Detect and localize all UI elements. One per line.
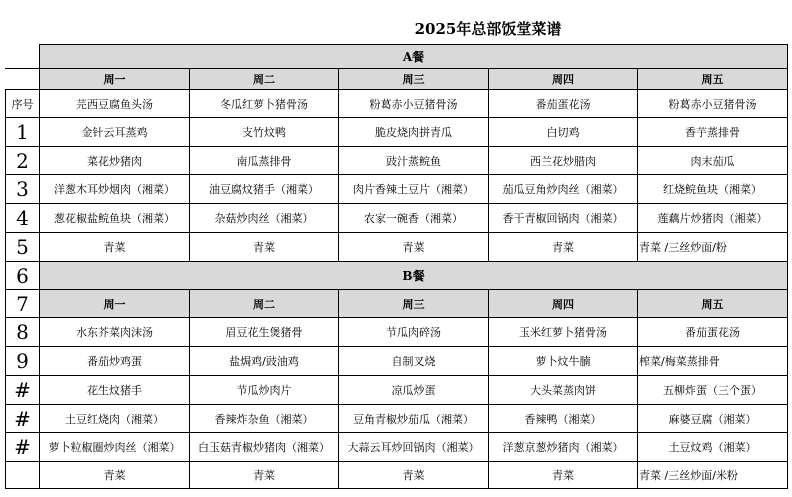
dish-cell: 粉葛赤小豆猪骨汤 <box>638 90 788 118</box>
section-header-row <box>6 45 788 69</box>
dish-cell: 白玉菇青椒炒猪肉（湘菜） <box>190 433 339 462</box>
menu-row <box>6 347 788 376</box>
row-number: # <box>6 433 40 462</box>
dish-cell: 自制叉烧 <box>339 347 489 376</box>
dish-cell: 洋葱京葱炒猪肉（湘菜） <box>489 433 638 462</box>
row-number: 4 <box>6 204 40 233</box>
row-number: 8 <box>6 318 40 347</box>
dish-cell: 榨菜/梅菜蒸排骨 <box>638 347 788 376</box>
menu-row <box>6 318 788 347</box>
dish-cell: 芫西豆腐鱼头汤 <box>40 90 190 118</box>
dish-cell: 眉豆花生煲猪骨 <box>190 318 339 347</box>
dish-cell: 青菜 /三丝炒面/米粉 <box>638 462 788 489</box>
dish-cell: 脆皮烧肉拼青瓜 <box>339 118 489 147</box>
dish-cell: 盐焗鸡/豉油鸡 <box>190 347 339 376</box>
dish-cell: 萝卜粒椒圈炒肉丝（湘菜） <box>40 433 190 462</box>
dish-cell: 青菜 <box>190 233 339 262</box>
weekday-header: 周三 <box>339 290 489 318</box>
menu-table <box>5 44 788 489</box>
weekday-header-row <box>6 290 788 318</box>
corner-cell <box>6 45 40 69</box>
weekday-header: 周二 <box>190 290 339 318</box>
dish-cell: 土豆炆鸡（湘菜） <box>638 433 788 462</box>
menu-row <box>6 405 788 433</box>
dish-cell: 番茄炒鸡蛋 <box>40 347 190 376</box>
dish-cell: 花生炆猪手 <box>40 376 190 405</box>
row-number: 5 <box>6 233 40 262</box>
row-number: 6 <box>6 262 40 290</box>
dish-cell: 五柳炸蛋（三个蛋） <box>638 376 788 405</box>
dish-cell: 土豆红烧肉（湘菜） <box>40 405 190 433</box>
dish-cell: 节瓜肉碎汤 <box>339 318 489 347</box>
menu-row <box>6 433 788 462</box>
menu-row <box>6 90 788 118</box>
dish-cell: 金针云耳蒸鸡 <box>40 118 190 147</box>
dish-cell: 香干青椒回锅肉（湘菜） <box>489 204 638 233</box>
section-title: A餐 <box>40 45 788 69</box>
dish-cell: 西兰花炒腊肉 <box>489 147 638 175</box>
weekday-header: 周四 <box>489 290 638 318</box>
dish-cell: 香芋蒸排骨 <box>638 118 788 147</box>
dish-cell: 茄瓜豆角炒肉丝（湘菜） <box>489 175 638 204</box>
dish-cell: 节瓜炒肉片 <box>190 376 339 405</box>
dish-cell: 大头菜蒸肉饼 <box>489 376 638 405</box>
dish-cell: 大蒜云耳炒回锅肉（湘菜） <box>339 433 489 462</box>
section-header-row <box>6 262 788 290</box>
weekday-header: 周三 <box>339 69 489 90</box>
dish-cell: 油豆腐炆猪手（湘菜） <box>190 175 339 204</box>
corner-cell <box>6 69 40 90</box>
dish-cell: 菜花炒猪肉 <box>40 147 190 175</box>
dish-cell: 南瓜蒸排骨 <box>190 147 339 175</box>
weekday-header: 周五 <box>638 69 788 90</box>
dish-cell: 青菜 <box>339 462 489 489</box>
row-number: 序号 <box>6 90 40 118</box>
dish-cell: 农家一碗香（湘菜） <box>339 204 489 233</box>
page-title: 2025年总部饭堂菜谱 <box>414 20 562 38</box>
dish-cell: 肉片香辣土豆片（湘菜） <box>339 175 489 204</box>
dish-cell: 青菜 /三丝炒面/粉 <box>638 233 788 262</box>
dish-cell: 水东芥菜肉沫汤 <box>40 318 190 347</box>
dish-cell: 青菜 <box>339 233 489 262</box>
menu-row <box>6 376 788 405</box>
dish-cell: 洋葱木耳炒烟肉（湘菜） <box>40 175 190 204</box>
dish-cell: 青菜 <box>190 462 339 489</box>
row-number: 1 <box>6 118 40 147</box>
dish-cell: 香辣炸杂鱼（湘菜） <box>190 405 339 433</box>
dish-cell: 冬瓜红萝卜猪骨汤 <box>190 90 339 118</box>
dish-cell: 凉瓜炒蛋 <box>339 376 489 405</box>
dish-cell: 葱花椒盐鲩鱼块（湘菜） <box>40 204 190 233</box>
dish-cell: 萝卜炆牛腩 <box>489 347 638 376</box>
dish-cell: 青菜 <box>40 462 190 489</box>
dish-cell: 莲藕片炒猪肉（湘菜） <box>638 204 788 233</box>
weekday-header-row <box>6 69 788 90</box>
section-title: B餐 <box>40 262 788 290</box>
dish-cell: 青菜 <box>40 233 190 262</box>
dish-cell: 粉葛赤小豆猪骨汤 <box>339 90 489 118</box>
menu-row <box>6 204 788 233</box>
dish-cell: 白切鸡 <box>489 118 638 147</box>
dish-cell: 番茄蛋花汤 <box>489 90 638 118</box>
row-number: 9 <box>6 347 40 376</box>
row-number: 2 <box>6 147 40 175</box>
weekday-header: 周五 <box>638 290 788 318</box>
menu-row <box>6 147 788 175</box>
dish-cell: 麻婆豆腐（湘菜） <box>638 405 788 433</box>
dish-cell: 豆角青椒炒茄瓜（湘菜） <box>339 405 489 433</box>
menu-row <box>6 233 788 262</box>
weekday-header: 周一 <box>40 69 190 90</box>
weekday-header: 周一 <box>40 290 190 318</box>
dish-cell: 豉汁蒸鲩鱼 <box>339 147 489 175</box>
dish-cell: 肉末茄瓜 <box>638 147 788 175</box>
dish-cell: 香辣鸭（湘菜） <box>489 405 638 433</box>
row-number: # <box>6 376 40 405</box>
menu-row <box>6 118 788 147</box>
menu-row <box>6 175 788 204</box>
dish-cell: 杂菇炒肉丝（湘菜） <box>190 204 339 233</box>
dish-cell: 支竹炆鸭 <box>190 118 339 147</box>
weekday-header: 周四 <box>489 69 638 90</box>
dish-cell: 青菜 <box>489 233 638 262</box>
dish-cell: 红烧鲩鱼块（湘菜） <box>638 175 788 204</box>
dish-cell: 番茄蛋花汤 <box>638 318 788 347</box>
row-number <box>6 462 40 489</box>
dish-cell: 玉米红萝卜猪骨汤 <box>489 318 638 347</box>
row-number: 7 <box>6 290 40 318</box>
dish-cell: 青菜 <box>489 462 638 489</box>
menu-row <box>6 462 788 489</box>
row-number: 3 <box>6 175 40 204</box>
row-number: # <box>6 405 40 433</box>
weekday-header: 周二 <box>190 69 339 90</box>
